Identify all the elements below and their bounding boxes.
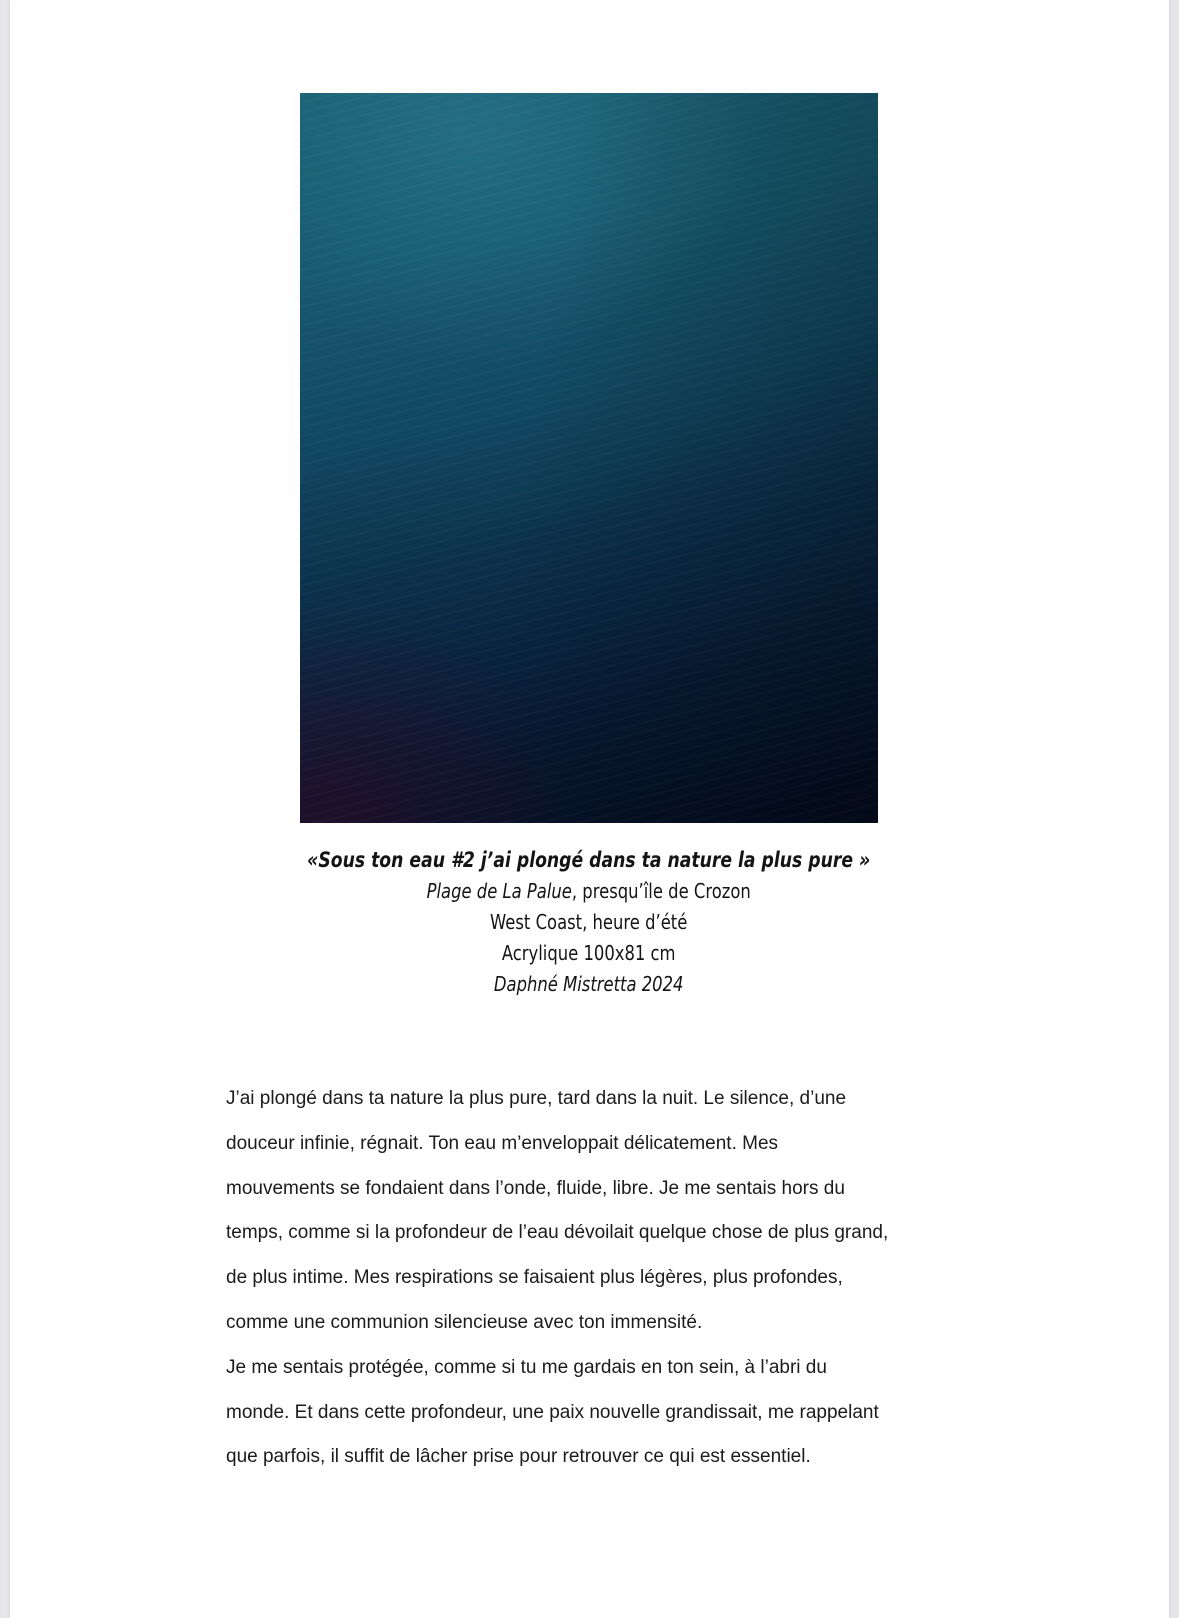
body-line: de plus intime. Mes respirations se faisaient plus légères, plus profondes,: [226, 1267, 843, 1289]
artwork-caption: [114, 845, 1064, 1000]
artwork-title: «Sous ton eau #2 j’ai plongé dans ta nature la plus pure »: [307, 848, 871, 872]
body-line: J’ai plongé dans ta nature la plus pure, tard dans la nuit. Le silence, d’une: [226, 1088, 847, 1109]
body-line: Je me sentais protégée, comme si tu me gardais en ton sein, à l’abri du: [226, 1356, 827, 1378]
document-page: [10, 0, 1169, 1618]
artwork-location-region: , presqu’île de Crozon: [571, 879, 751, 903]
body-line: comme une communion silencieuse avec ton immensité.: [226, 1311, 703, 1333]
artwork-series: West Coast, heure d’été: [490, 910, 688, 934]
body-line: temps, comme si la profondeur de l’eau dévoilait quelque chose de plus grand,: [226, 1222, 889, 1244]
body-line: que parfois, il suffit de lâcher prise pour retrouver ce qui est essentiel.: [226, 1446, 811, 1468]
artwork-signature: Daphné Mistretta 2024: [493, 972, 684, 996]
body-line: douceur infinie, régnait. Ton eau m’enveloppait délicatement. Mes: [226, 1132, 779, 1154]
artwork-location-place: Plage de La Palue: [426, 879, 572, 903]
artwork-medium: Acrylique 100x81 cm: [501, 941, 676, 965]
body-line: mouvements se fondaient dans l’onde, fluide, libre. Je me sentais hors du: [226, 1177, 845, 1199]
artwork-location: [114, 876, 1064, 907]
painting-image: [300, 93, 878, 823]
body-paragraph: [226, 1077, 966, 1480]
body-line: monde. Et dans cette profondeur, une paix nouvelle grandissait, me rappelant: [226, 1401, 879, 1423]
